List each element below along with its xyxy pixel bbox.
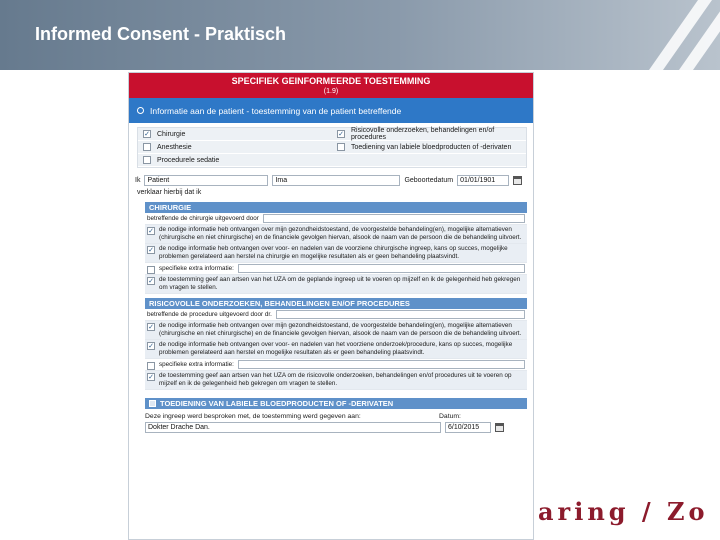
doctor-field[interactable]: Dokter Drache Dan. <box>145 422 441 433</box>
consent-item <box>145 244 527 263</box>
calendar-icon[interactable] <box>495 423 504 432</box>
checkbox[interactable]: ✓ <box>148 227 154 235</box>
type-label: Chirurgie <box>157 130 186 138</box>
checkbox[interactable] <box>149 400 156 407</box>
checkbox[interactable] <box>143 143 151 151</box>
checkbox[interactable]: ✓ <box>148 323 154 331</box>
section-header-label: TOEDIENING VAN LABIELE BLOEDPRODUCTEN OF -DERIVATEN <box>160 399 394 408</box>
type-option-anesthesie[interactable] <box>138 141 332 154</box>
ik-label: Ik <box>135 177 141 184</box>
consent-item-text: de nodige informatie heb ontvangen over mijn gezondheidstoestand, de voorgestelde behandeling(en), mogelijke alternatieven (chirurgische en niet chirurgische) en de financiele gevolgen hiervan, alsook de naam van de persoon die de behandeling uitvoert. <box>159 226 522 241</box>
calendar-icon[interactable] <box>513 176 522 185</box>
info-tab-label: Informatie aan de patient - toestemming van de patient betreffende <box>150 105 402 116</box>
checkbox[interactable] <box>147 362 155 370</box>
type-option-risicovolle[interactable] <box>332 128 526 141</box>
slide-title: Informed Consent - Praktisch <box>35 24 287 44</box>
performed-by-label: betreffende de procedure uitgevoerd door dr. <box>147 310 272 318</box>
consent-item-extra <box>145 359 527 371</box>
consent-item <box>145 371 527 390</box>
birthdate-field[interactable]: 01/01/1901 <box>457 175 509 186</box>
form-title-bar <box>129 73 533 98</box>
consent-item <box>145 225 527 244</box>
checkbox[interactable] <box>337 143 345 151</box>
consent-item-text: de toestemming geef aan artsen van het UZA om de geplande ingreep uit te voeren op mijzelf en ik de gelegenheid heb gekregen om vragen te stellen. <box>159 276 521 291</box>
type-empty-cell <box>332 154 526 167</box>
form-version: (1.9) <box>323 88 339 95</box>
discussed-text: Deze ingreep werd besproken met, de toestemming werd gegeven aan: <box>145 413 361 420</box>
patient-lastname-field[interactable]: Patient <box>144 175 268 186</box>
signature-area <box>145 411 527 433</box>
performed-by-label: betreffende de chirurgie uitgevoerd door <box>147 214 259 222</box>
consent-item-text: de nodige informatie heb ontvangen over voor- en nadelen van het voorziene onderzoek/procedure, kans op succes, mogelijke problemen gerelateerd aan herstel en mogelijke resultaten als er geen behandeling plaatsvindt. <box>159 341 513 356</box>
form-title: SPECIFIEK GEINFORMEERDE TOESTEMMING <box>231 76 431 86</box>
checkbox[interactable] <box>147 266 155 274</box>
section-toediening <box>145 398 527 409</box>
radio-icon[interactable] <box>137 107 144 114</box>
performed-by-field[interactable] <box>276 310 525 319</box>
extra-info-field[interactable] <box>238 360 525 369</box>
consent-form <box>128 72 534 540</box>
type-label: Toediening van labiele bloedproducten of -derivaten <box>351 143 512 151</box>
declare-text: verklaar hierbij dat ik <box>137 189 202 196</box>
extra-info-field[interactable] <box>238 264 525 273</box>
type-option-toediening[interactable] <box>332 141 526 154</box>
performed-by-row <box>145 213 527 225</box>
birthdate-label: Geboortedatum <box>404 177 454 184</box>
checkbox[interactable]: ✓ <box>148 342 154 350</box>
consent-item-text: de nodige informatie heb ontvangen over mijn gezondheidstoestand, de voorgestelde behandeling(en), mogelijke alternatieven (chirurgische en niet chirurgische) en de financiele gevolgen hiervan, alsook de naam van de persoon die de behandeling uitvoert. <box>159 322 522 337</box>
checkbox[interactable]: ✓ <box>144 130 150 138</box>
checkbox[interactable]: ✓ <box>148 246 154 254</box>
doctor-row <box>145 422 527 433</box>
performed-by-row <box>145 309 527 321</box>
consent-item <box>145 340 527 359</box>
checkbox[interactable]: ✓ <box>148 277 154 285</box>
extra-info-label: specifieke extra informatie: <box>159 264 234 272</box>
type-label: Procedurele sedatie <box>157 156 220 164</box>
footer-brand-text: aring / Zo <box>538 497 709 526</box>
patient-row <box>129 173 533 188</box>
type-option-chirurgie[interactable] <box>138 128 332 141</box>
section-header <box>145 398 527 409</box>
consent-item-extra <box>145 263 527 275</box>
consent-item <box>145 275 527 294</box>
type-option-sedatie[interactable] <box>138 154 332 167</box>
extra-info-label: specifieke extra informatie: <box>159 360 234 368</box>
patient-firstname-field[interactable]: Ima <box>272 175 400 186</box>
section-header: CHIRURGIE <box>145 202 527 213</box>
consent-item <box>145 321 527 340</box>
checkbox[interactable] <box>143 156 151 164</box>
info-tab[interactable] <box>129 98 533 123</box>
section-chirurgie <box>145 202 527 294</box>
discussed-row <box>145 411 527 422</box>
type-label: Anesthesie <box>157 143 192 151</box>
date-label: Datum: <box>439 413 461 420</box>
slide-header <box>0 0 720 70</box>
consent-item-text: de toestemming geef aan artsen van het UZA om de risicovolle onderzoeken, behandelingen en/of procedures uit te voeren op mijzelf en ik de gelegenheid heb gekregen om vragen te stellen. <box>159 372 512 387</box>
date-field[interactable]: 6/10/2015 <box>445 422 491 433</box>
type-label: Risicovolle onderzoeken, behandelingen en/of procedures <box>351 127 495 141</box>
section-risicovolle <box>145 298 527 390</box>
consent-type-grid <box>137 127 527 168</box>
performed-by-field[interactable] <box>263 214 525 223</box>
consent-item-text: de nodige informatie heb ontvangen over voor- en nadelen van de voorziene chirurgische ingreep, kans op succes, mogelijke problemen gerelateerd aan herstel na chirurgie en mogelijke resultaten als er geen behandeling plaatsvindt. <box>159 245 508 260</box>
checkbox[interactable]: ✓ <box>148 373 154 381</box>
checkbox[interactable]: ✓ <box>338 130 344 138</box>
section-header: RISICOVOLLE ONDERZOEKEN, BEHANDELINGEN EN/OF PROCEDURES <box>145 298 527 309</box>
